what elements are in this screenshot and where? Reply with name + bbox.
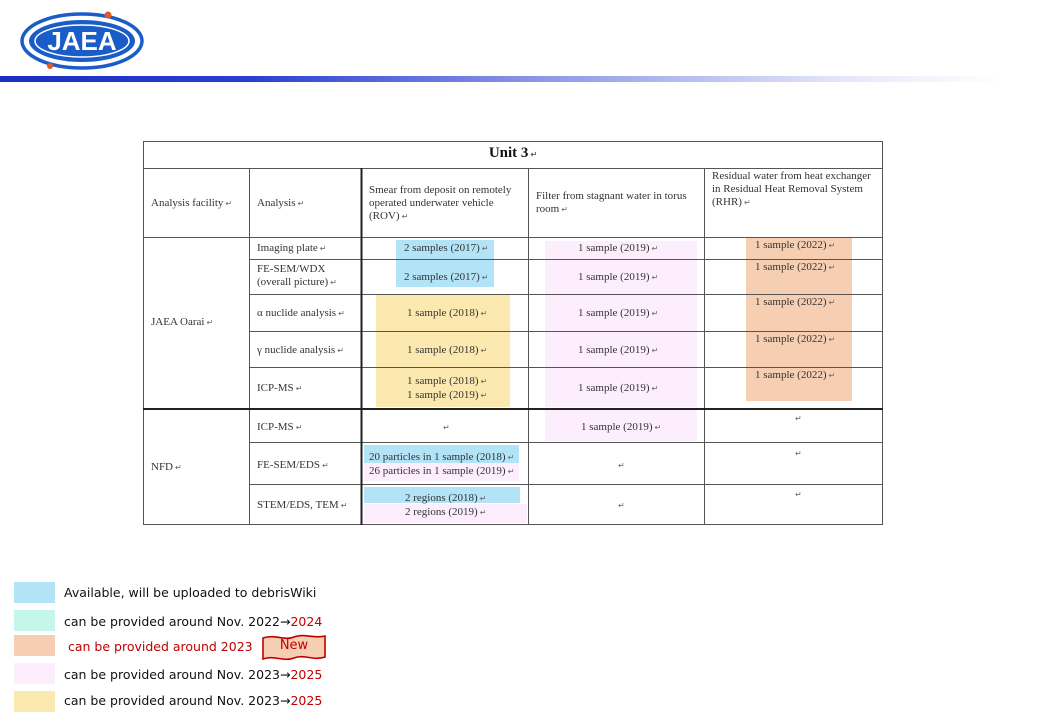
cell-rhr-fe-sem-wdx: 1 sample (2022) ↵ [755,261,836,273]
cell-rov-icp-2: 1 sample (2019) ↵ [407,389,488,401]
cell-torus-imaging: 1 sample (2019) ↵ [578,242,659,254]
legend-swatch-pink [14,663,55,684]
cell-torus-icp-nfd: 1 sample (2019) ↵ [581,421,662,433]
cell-rhr-stem: ↵ [795,490,802,499]
header-rov: Smear from deposit on remotely operated underwater vehicle (ROV) ↵ [369,184,512,222]
cell-torus-stem: ↵ [618,501,625,510]
analysis-imaging-plate: Imaging plate ↵ [257,242,327,254]
cell-rov-alpha: 1 sample (2018) ↵ [407,307,488,319]
legend-swatch-mint [14,610,55,631]
cell-torus-alpha: 1 sample (2019) ↵ [578,307,659,319]
cell-rov-icp-1: 1 sample (2018) ↵ [407,375,488,387]
logo-text: JAEA [47,26,117,56]
legend-label-nov-2023-pink: can be provided around Nov. 2023→2025 [64,667,323,682]
legend-swatch-blue [14,582,55,603]
facility-nfd: NFD ↵ [151,461,182,473]
analysis-stem-eds-tem: STEM/EDS, TEM ↵ [257,499,348,511]
cell-rhr-alpha: 1 sample (2022) ↵ [755,296,836,308]
cell-rov-stem-2: 2 regions (2019) ↵ [405,506,487,518]
cell-rhr-imaging: 1 sample (2022) ↵ [755,239,836,251]
analysis-gamma: γ nuclide analysis ↵ [257,344,344,356]
cell-rhr-icp-nfd: ↵ [795,414,802,423]
analysis-icp-ms-oarai: ICP-MS ↵ [257,382,303,394]
results-table [143,141,883,525]
cell-rov-fe-sem-wdx: 2 samples (2017) ↵ [404,271,489,283]
legend-label-available: Available, will be uploaded to debrisWiki [64,585,317,600]
cell-torus-fe-sem-wdx: 1 sample (2019) ↵ [578,271,659,283]
legend-label-2023: can be provided around 2023 [68,639,253,654]
new-badge [261,634,327,662]
cell-torus-gamma: 1 sample (2019) ↵ [578,344,659,356]
cell-rhr-icp: 1 sample (2022) ↵ [755,369,836,381]
analysis-fe-sem-eds: FE-SEM/EDS ↵ [257,459,329,471]
cell-rov-fe-sem-eds-1: 20 particles in 1 sample (2018) ↵ [369,451,515,463]
analysis-icp-ms-nfd: ICP-MS ↵ [257,421,303,433]
header-torus: Filter from stagnant water in torus room ↵ [536,190,687,215]
cell-rhr-fe-sem-eds: ↵ [795,449,802,458]
header-rhr: Residual water from heat exchanger in Residual Heat Removal System (RHR) ↵ [712,170,871,208]
cell-rov-fe-sem-eds-2: 26 particles in 1 sample (2019) ↵ [369,465,515,477]
analysis-alpha: α nuclide analysis ↵ [257,307,345,319]
header-facility: Analysis facility ↵ [151,197,233,209]
table-title: Unit 3 ↵ [488,145,538,161]
jaea-logo [20,10,146,72]
header-analysis: Analysis ↵ [257,197,305,209]
legend-label-nov-2023-yellow: can be provided around Nov. 2023→2025 [64,693,323,708]
cell-rov-stem-1: 2 regions (2018) ↵ [405,492,487,504]
cell-rov-imaging: 2 samples (2017) ↵ [404,242,489,254]
header-bar [0,76,1000,82]
cell-rov-icp-nfd: ↵ [443,423,450,432]
analysis-fe-sem-wdx: FE-SEM/WDX (overall picture) ↵ [257,263,337,288]
cell-rov-gamma: 1 sample (2018) ↵ [407,344,488,356]
legend-swatch-yellow [14,691,55,712]
legend-swatch-orange [14,635,55,656]
new-badge-label: New [279,638,309,653]
cell-torus-fe-sem-eds: ↵ [618,461,625,470]
legend-label-nov-2022: can be provided around Nov. 2022→2024 [64,614,323,629]
facility-jaea-oarai: JAEA Oarai ↵ [151,316,214,328]
cell-rhr-gamma: 1 sample (2022) ↵ [755,333,836,345]
cell-torus-icp: 1 sample (2019) ↵ [578,382,659,394]
